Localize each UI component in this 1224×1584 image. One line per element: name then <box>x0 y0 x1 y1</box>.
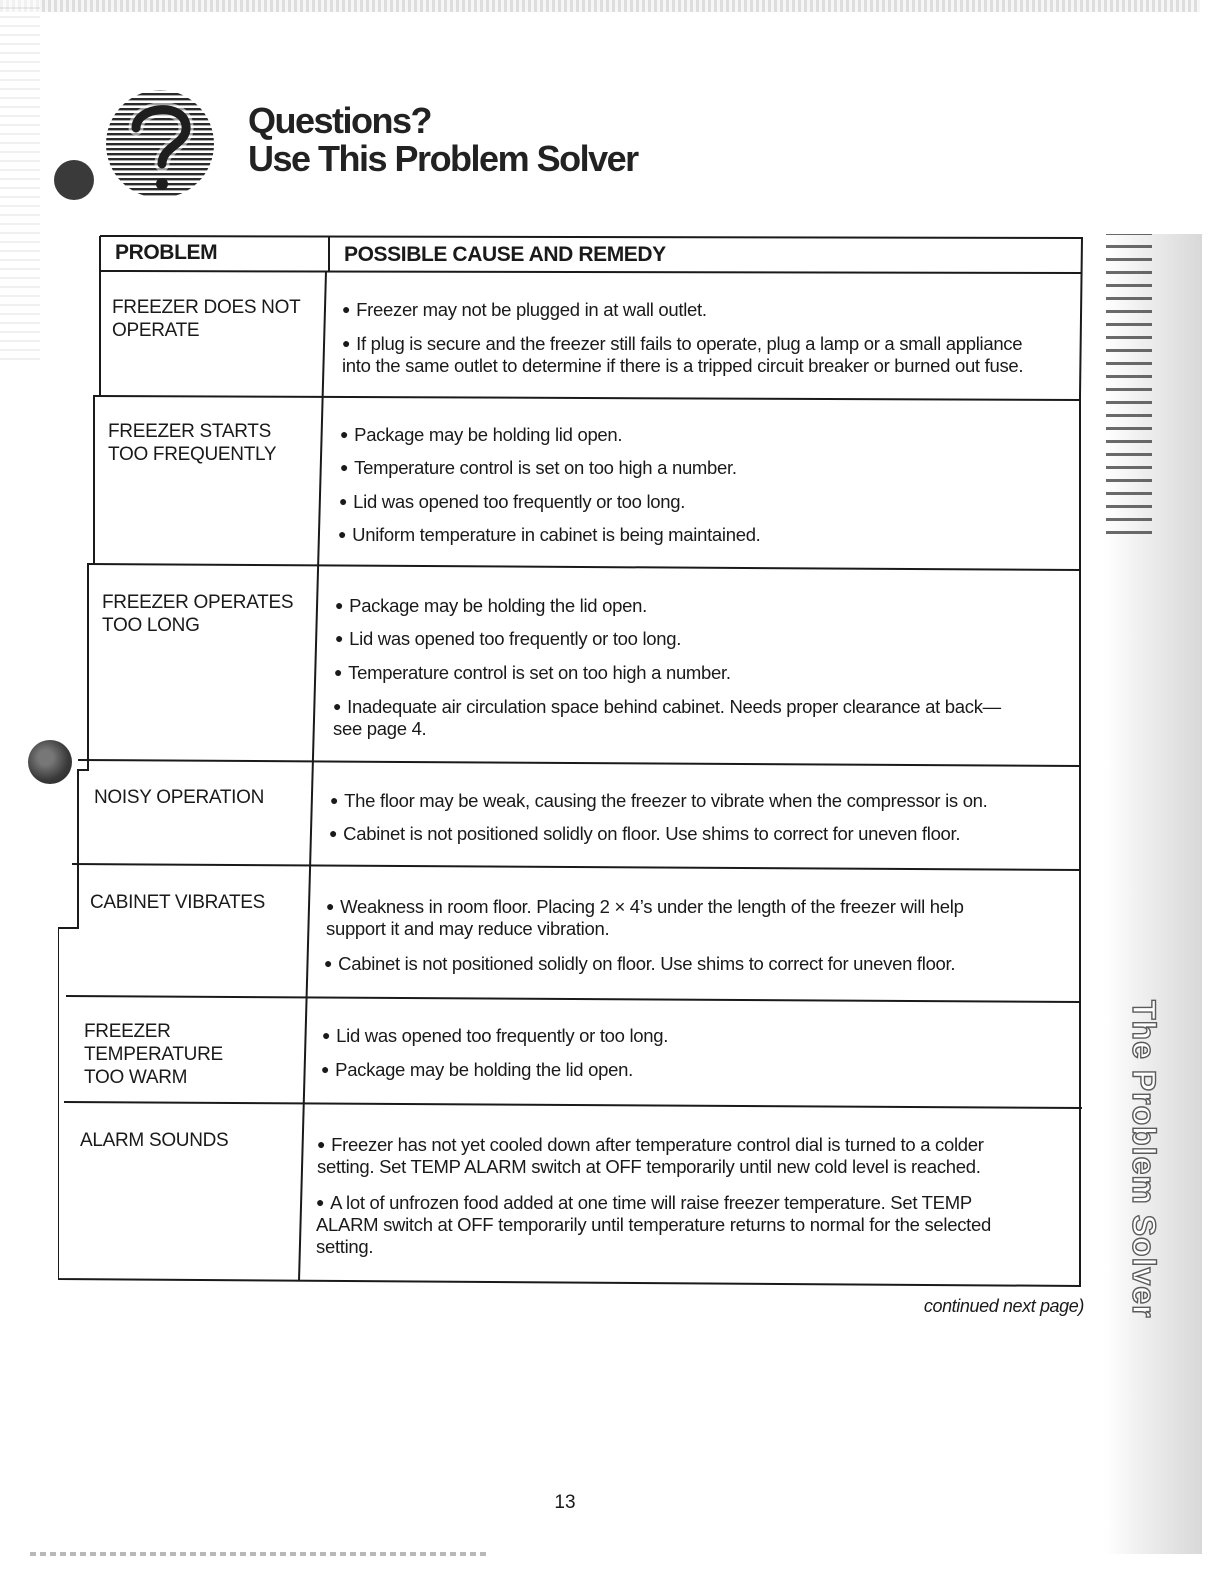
cause-column-header: POSSIBLE CAUSE AND REMEDY <box>344 243 666 266</box>
table-row-cause-item: ● Inadequate air circulation space behind cabinet. Needs proper clearance at back— see page 4. <box>333 696 1001 739</box>
scan-edge-top <box>0 0 1200 12</box>
side-tab-marks <box>1106 234 1152 534</box>
page-number: 13 <box>554 1492 576 1513</box>
page-title <box>248 102 638 178</box>
table-row-problem: ALARM SOUNDS <box>80 1130 229 1151</box>
page-title-line-1: Questions? <box>248 100 432 141</box>
table-row-cause-item: ● Cabinet is not positioned solidly on floor. Use shims to correct for uneven floor. <box>324 953 956 974</box>
table-row-cause-item: ● Lid was opened too frequently or too long. <box>335 628 682 649</box>
table-row-cause-item: ● Cabinet is not positioned solidly on floor. Use shims to correct for uneven floor. <box>329 823 961 844</box>
side-tab <box>1106 234 1202 1554</box>
page-title-line-2: Use This Problem Solver <box>248 138 638 179</box>
table-row-cause-item: ● A lot of unfrozen food added at one time will raise freezer temperature. Set TEMP ALARM switch at OFF temporarily until temperature returns to normal for the selected setting. <box>316 1192 991 1257</box>
table-row-cause-item: ● If plug is secure and the freezer still fails to operate, plug a lamp or a small appliance into the same outlet to determine if there is a tripped circuit breaker or burned out fuse. <box>342 333 1024 376</box>
continued-note: continued next page) <box>923 1296 1084 1316</box>
table-row-problem: FREEZER DOES NOT OPERATE <box>112 297 301 341</box>
table-row-cause-item: ● Freezer has not yet cooled down after temperature control dial is turned to a colder setting. Set TEMP ALARM switch at OFF temporarily until new cold level is reached. <box>317 1134 984 1177</box>
table-row-problem: FREEZER OPERATES TOO LONG <box>102 592 294 636</box>
side-tab-label: The Problem Solver <box>1126 1000 1162 1319</box>
table-row-problem: FREEZER STARTS TOO FREQUENTLY <box>108 421 277 465</box>
problem-solver-table <box>58 234 1084 1288</box>
table-row-cause-item: ● Weakness in room floor. Placing 2 × 4’s under the length of the freezer will help support it and may reduce vibration. <box>326 896 964 939</box>
table-row-problem: FREEZER TEMPERATURE TOO WARM <box>84 1021 223 1088</box>
table-row-cause-item: ● Lid was opened too frequently or too long. <box>322 1025 669 1046</box>
table-row-cause-item: ● Package may be holding the lid open. <box>321 1059 633 1080</box>
table-row-cause-item: ● Package may be holding the lid open. <box>335 595 647 616</box>
question-mark-icon <box>50 88 220 200</box>
table-row-problem: NOISY OPERATION <box>94 787 265 808</box>
scan-edge-left <box>0 0 40 360</box>
table-row-cause-item: ● Temperature control is set on too high a number. <box>334 662 731 683</box>
table-row-problem: CABINET VIBRATES <box>90 892 266 913</box>
table-row-cause-item: ● The floor may be weak, causing the freezer to vibrate when the compressor is on. <box>330 790 988 811</box>
table-row-cause-item: ● Package may be holding lid open. <box>340 424 623 445</box>
table-row-cause-item: ● Uniform temperature in cabinet is being maintained. <box>338 524 761 545</box>
scan-edge-bottom <box>30 1552 490 1556</box>
table-row-cause-item: ● Lid was opened too frequently or too long. <box>339 491 686 512</box>
table-row-cause-item: ● Freezer may not be plugged in at wall outlet. <box>342 299 707 320</box>
problem-column-header: PROBLEM <box>115 241 218 264</box>
table-row-cause-item: ● Temperature control is set on too high a number. <box>340 457 737 478</box>
